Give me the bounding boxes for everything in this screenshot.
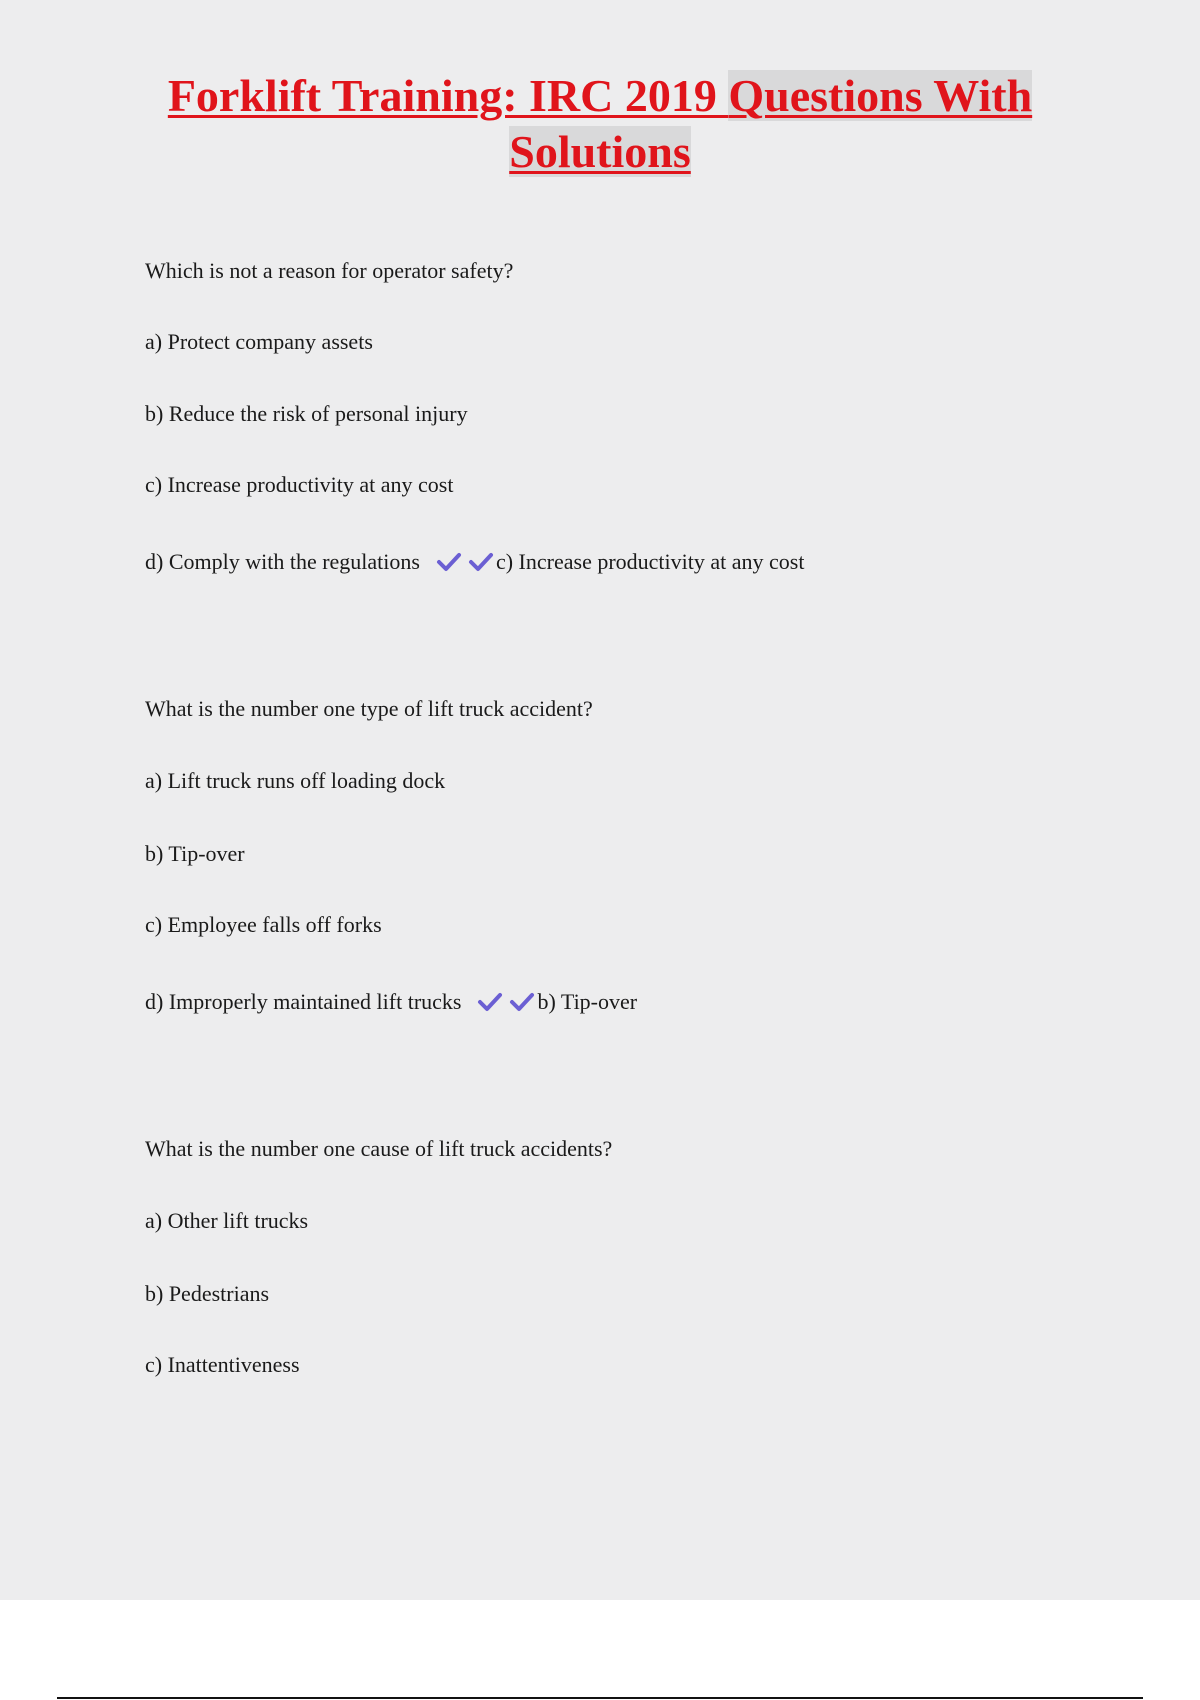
question-3-option-c: c) Inattentiveness	[145, 1352, 300, 1377]
check-icon	[468, 551, 494, 573]
question-1-answer: c) Increase productivity at any cost	[495, 549, 805, 574]
document-title	[100, 68, 1100, 180]
question-3-option-a: a) Other lift trucks	[145, 1208, 309, 1233]
question-2-option-d: d) Improperly maintained lift trucks	[145, 989, 462, 1014]
question-2-option-c: c) Employee falls off forks	[145, 912, 382, 937]
check-icon	[509, 991, 535, 1013]
question-3-prompt: What is the number one cause of lift truck accidents?	[145, 1136, 613, 1161]
question-2-option-b: b) Tip-over	[145, 841, 245, 866]
question-1-option-d: d) Comply with the regulations	[145, 549, 420, 574]
question-1-option-d-line	[145, 548, 804, 576]
question-1-option-c: c) Increase productivity at any cost	[145, 472, 454, 497]
check-icon	[436, 551, 462, 573]
question-1-option-b: b) Reduce the risk of personal injury	[145, 401, 468, 426]
footer-rule	[57, 1697, 1143, 1699]
question-2-option-d-line	[145, 988, 637, 1016]
question-2-prompt: What is the number one type of lift truck accident?	[145, 696, 593, 721]
title-part-1: Forklift Training: IRC 2019	[167, 70, 729, 121]
question-2-answer: b) Tip-over	[537, 989, 638, 1014]
title-part-3: Solutions	[509, 126, 691, 177]
question-1-option-a: a) Protect company assets	[145, 329, 373, 354]
question-1-prompt: Which is not a reason for operator safety?	[145, 258, 514, 283]
check-icon	[477, 991, 503, 1013]
title-part-2: Questions With	[728, 70, 1033, 121]
question-3-option-b: b) Pedestrians	[145, 1281, 270, 1306]
question-2-option-a: a) Lift truck runs off loading dock	[145, 768, 446, 793]
